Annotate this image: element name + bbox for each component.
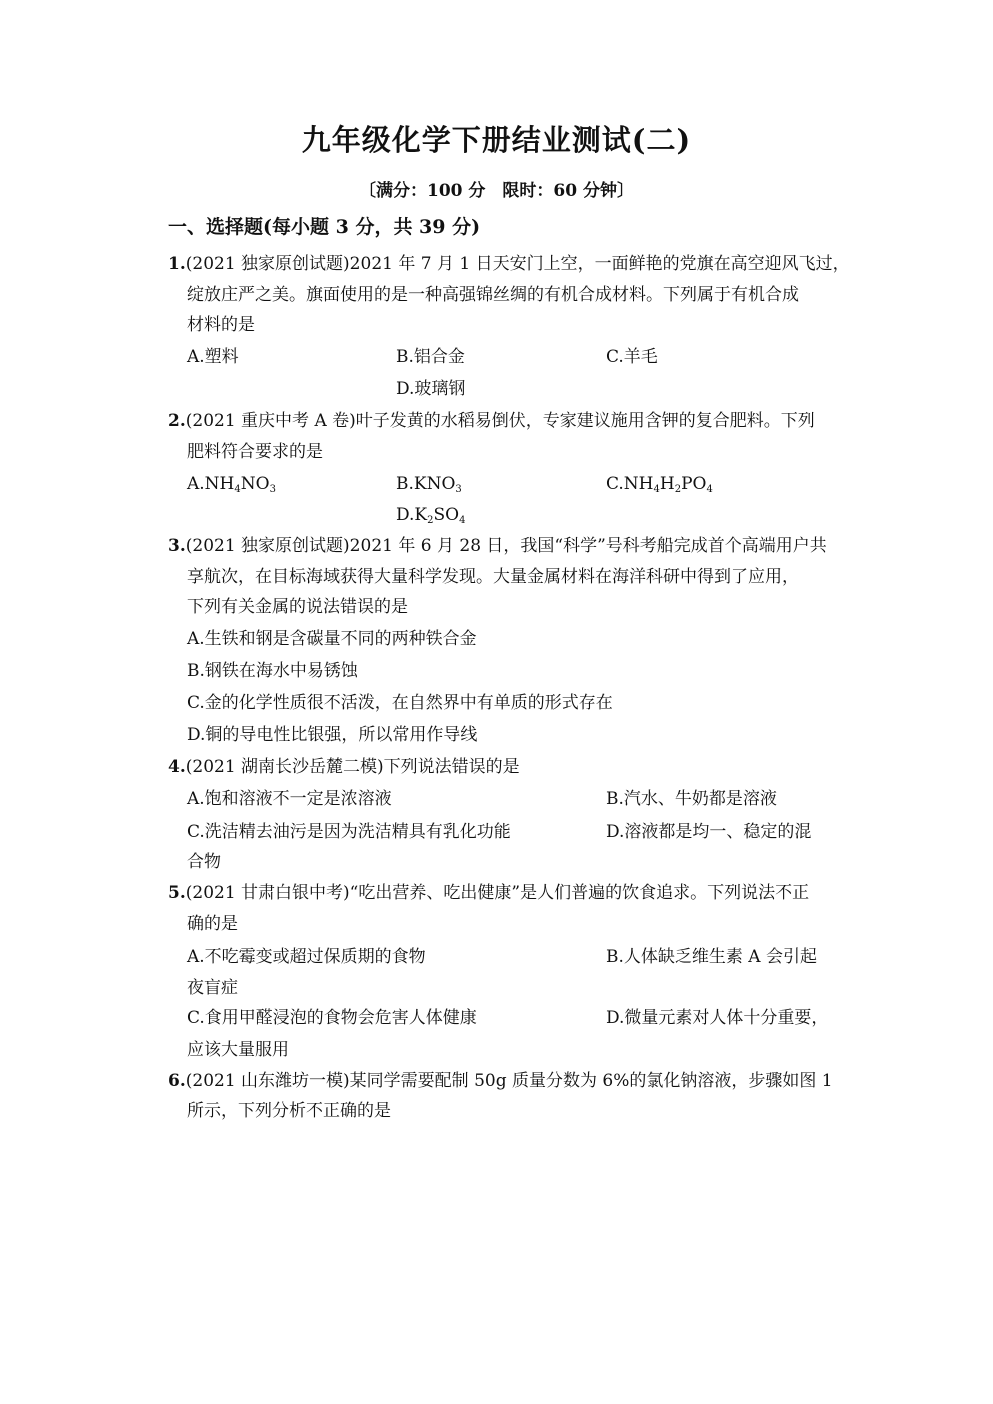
option-c: C.羊毛 xyxy=(606,347,658,367)
page-title: 九年级化学下册结业测试(二) xyxy=(301,123,692,157)
section-heading: 一、选择题(每小题 3 分，共 39 分) xyxy=(168,216,481,238)
option-d-continued: 应该大量服用 xyxy=(187,1040,289,1060)
question-text-line: (2021 独家原创试题)2021 年 7 月 1 日天安门上空，一面鲜艳的党旗在高空迎风飞过， xyxy=(185,254,850,274)
option-a: A.不吃霉变或超过保质期的食物 xyxy=(187,947,426,967)
option-d: D.微量元素对人体十分重要， xyxy=(606,1008,829,1028)
option-b: B.人体缺乏维生素 A 会引起 xyxy=(606,947,817,967)
option-c: C.食用甲醛浸泡的食物会危害人体健康 xyxy=(187,1008,477,1028)
option-a: $A.NH_4NO_3$ xyxy=(187,474,276,495)
question-number: 5. xyxy=(168,883,186,903)
option-d: $D.K_2SO_4$ xyxy=(396,505,466,526)
question-5 xyxy=(168,881,809,905)
question-text-line: 材料的是 xyxy=(187,315,255,335)
question-number: 4. xyxy=(168,757,186,777)
option-a: A.饱和溶液不一定是浓溶液 xyxy=(187,789,392,809)
question-text-line: (2021 湖南长沙岳麓二模)下列说法错误的是 xyxy=(185,757,520,777)
option-d-continued: 合物 xyxy=(187,852,221,872)
option-c: $C.NH_4H_2PO_4$ xyxy=(606,474,713,495)
question-4 xyxy=(168,755,520,779)
option-b: B.铝合金 xyxy=(396,347,465,367)
option-a: A.生铁和钢是含碳量不同的两种铁合金 xyxy=(187,629,477,649)
option-b: $B.KNO_3$ xyxy=(396,474,462,495)
option-d: D.铜的导电性比银强，所以常用作导线 xyxy=(187,725,478,745)
question-text-line: 绽放庄严之美。旗面使用的是一种高强锦丝绸的有机合成材料。下列属于有机合成 xyxy=(187,285,799,305)
question-text-line: 享航次，在目标海域获得大量科学发现。大量金属材料在海洋科研中得到了应用， xyxy=(187,567,799,587)
option-b: B.钢铁在海水中易锈蚀 xyxy=(187,661,358,681)
option-a: A.塑料 xyxy=(187,347,239,367)
question-6 xyxy=(168,1069,833,1093)
question-text-line: 下列有关金属的说法错误的是 xyxy=(187,597,408,617)
question-number: 2. xyxy=(168,411,186,431)
option-b-continued: 夜盲症 xyxy=(187,978,238,998)
question-2 xyxy=(168,409,815,433)
option-c: C.洗洁精去油污是因为洗洁精具有乳化功能 xyxy=(187,822,511,842)
question-text-line: (2021 重庆中考 A 卷)叶子发黄的水稻易倒伏，专家建议施用含钾的复合肥料。下列 xyxy=(185,411,815,431)
option-c: C.金的化学性质很不活泼，在自然界中有单质的形式存在 xyxy=(187,693,613,713)
option-b: B.汽水、牛奶都是溶液 xyxy=(606,789,777,809)
question-text-line: (2021 山东潍坊一模)某同学需要配制 50g 质量分数为 6%的氯化钠溶液，步骤如图 1 xyxy=(185,1071,833,1091)
question-text-line: (2021 独家原创试题)2021 年 6 月 28 日，我国“科学”号科考船完成首个高端用户共 xyxy=(185,536,827,556)
question-text-line: 肥料符合要求的是 xyxy=(187,442,323,462)
question-3 xyxy=(168,534,827,558)
question-number: 3. xyxy=(168,536,186,556)
score-time-info: 〔满分：100 分 限时：60 分钟〕 xyxy=(359,181,634,201)
question-number: 6. xyxy=(168,1071,186,1091)
question-text-line: (2021 甘肃白银中考)“吃出营养、吃出健康”是人们普遍的饮食追求。下列说法不正 xyxy=(185,883,810,903)
question-text-line: 所示，下列分析不正确的是 xyxy=(187,1101,391,1121)
question-number: 1. xyxy=(168,254,186,274)
option-d: D.溶液都是均一、稳定的混 xyxy=(606,822,812,842)
question-1 xyxy=(168,252,850,276)
option-d: D.玻璃钢 xyxy=(396,379,466,399)
question-text-line: 确的是 xyxy=(187,914,238,934)
